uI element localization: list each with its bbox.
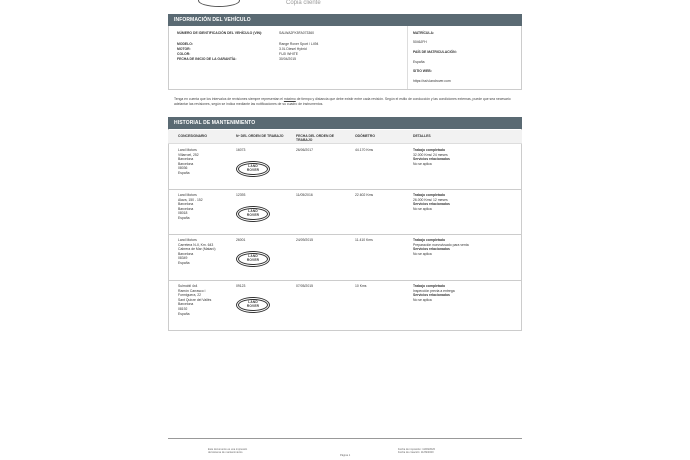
order-date: 11/05/2016 [296, 193, 313, 197]
details [413, 193, 450, 211]
dealer-line: España [178, 215, 190, 220]
work-value: 32.000 Kms/ 24 meses [413, 152, 448, 157]
land-rover-logo [236, 206, 270, 222]
services-label: Servicios relacionados [413, 202, 450, 207]
dealer-line: Formiguera, 22 [178, 293, 201, 298]
dealer-line: España [178, 260, 190, 265]
vehicle-section-title: INFORMACIÓN DEL VEHÍCULO [168, 14, 522, 26]
vehicle-info-box [168, 26, 522, 90]
order-date: 26/06/2017 [296, 148, 313, 152]
footer-page-number: Página 1 [340, 454, 351, 457]
dealer-line: Land Motors [178, 238, 197, 242]
notice-emphasis: máximo [283, 97, 296, 101]
table-row [168, 281, 522, 331]
vin-value: SALWA2FK5FA073360 [279, 31, 315, 35]
services-label: Servicios relacionados [413, 293, 450, 298]
col-dealer: CONCESIONARIO [178, 134, 208, 138]
vehicle-info-divider [407, 26, 408, 89]
services-label: Servicios relacionados [413, 157, 450, 162]
logo-text-top: LAND [248, 300, 258, 305]
work-label: Trabajo completado [413, 193, 446, 197]
order-number: 12393 [236, 193, 246, 197]
work-value: 26.000 Kms/ 12 meses [413, 197, 448, 202]
land-rover-logo [236, 161, 270, 177]
plate-value: 5046JFH [413, 40, 427, 44]
details [413, 148, 450, 166]
logo-text-bottom: ROVER [246, 258, 260, 262]
dealer-line: Land Motors [178, 193, 197, 197]
model-value: Range Rover Sport / L494 [279, 42, 319, 46]
work-label: Trabajo completado [413, 284, 446, 288]
odometer-value: 11.410 Kms [355, 238, 373, 242]
odometer-value: 10 Kms [355, 284, 367, 288]
engine-label: MOTOR: [177, 47, 191, 51]
order-date: 07/05/2015 [296, 284, 313, 288]
land-rover-logo [236, 251, 270, 267]
warranty-label: FECHA DE INICIO DE LA GARANTÍA: [177, 57, 237, 61]
land-rover-logo [236, 297, 270, 313]
logo-text-bottom: ROVER [246, 304, 260, 308]
color-label: COLOR: [177, 52, 191, 56]
table-row [168, 235, 522, 281]
work-value: Inspección previa a entrega [413, 288, 455, 293]
logo-text-bottom: ROVER [246, 213, 260, 217]
dealer-line: España [178, 311, 190, 316]
details [413, 238, 469, 256]
warranty-value: 30/04/2015 [279, 57, 296, 61]
dealer-line: 08036 [178, 166, 188, 171]
site-link[interactable]: https://ssh.landrover.com [413, 79, 451, 83]
dealer-line: Barcelona [178, 157, 194, 162]
table-row [168, 145, 522, 190]
dealer-line: 08349 [178, 256, 188, 261]
footer-right-line: Fecha de impresión: 11/09/2020 [398, 448, 436, 451]
work-value: Preparación nuevo/usado para venta [413, 242, 469, 247]
dealer-line: Barcelona [178, 251, 194, 256]
col-details: DETALLES [413, 134, 431, 138]
footer-left-line: Este documento es una impresión [208, 448, 248, 451]
logo-text-top: LAND [248, 209, 258, 214]
dealer-line: Barcelona [178, 202, 194, 207]
notice-text-after: de tiempo y distancia que debe existir entre cada revisión. Según el estilo de conducción y las condiciones externas, puede que sea necesario adelantar las revisiones, según se indica mediante las notificaciones de su cuadro de instrumentos. [174, 97, 511, 106]
services-value: No se aplica [413, 251, 432, 256]
engine-value: 3.0L Diesel Hybrid [279, 47, 307, 51]
footer-left [208, 448, 247, 454]
col-order-number: Nº DEL ORDEN DE TRABAJO [236, 134, 284, 138]
dealer-line: Ramón Carrasco i [178, 288, 206, 293]
col-odometer: ODÓMETRO [355, 134, 375, 138]
dealer-line: Villarroel, 252 [178, 152, 199, 157]
services-value: No se aplica [413, 206, 432, 211]
land-rover-logo [198, 0, 240, 7]
document-header [168, 0, 522, 9]
dealer-line: Alava, 150 - 152 [178, 197, 203, 202]
dealer-address [178, 284, 211, 316]
site-label: SITIO WEB: [413, 69, 432, 73]
logo-text-top: LAND [248, 164, 258, 169]
order-date: 24/09/2015 [296, 238, 313, 242]
work-label: Trabajo completado [413, 238, 446, 242]
dealer-line: Barcelona [178, 302, 194, 307]
history-section-title: HISTORIAL DE MANTENIMIENTO [168, 117, 522, 129]
notice-text-before: Tenga en cuenta que los intervalos de revisiones siempre representan el [174, 97, 284, 101]
services-value: No se aplica [413, 161, 432, 166]
dealer-line: Cabrera de Mar (Mataró) [178, 247, 216, 252]
dealer-line: Barcelona [178, 161, 194, 166]
dealer-line: España [178, 170, 190, 175]
col-order-date: FECHA DEL ORDEN DE TRABAJO [296, 134, 335, 142]
dealer-line: 08018 [178, 211, 188, 216]
dealer-line: Sant Quirze del Vallés [178, 297, 212, 302]
dealer-line: Land Motors [178, 148, 197, 152]
dealer-line: Carretera N-II, Km. 643 [178, 242, 214, 247]
services-label: Servicios relacionados [413, 247, 450, 252]
order-number: 26001 [236, 238, 246, 242]
details [413, 284, 455, 302]
work-label: Trabajo completado [413, 148, 446, 152]
logo-text-top: LAND [248, 254, 258, 259]
table-row [168, 190, 522, 235]
footer-left-line: del sistema de mantenimiento [208, 451, 243, 455]
service-interval-notice [174, 97, 516, 107]
country-value: España [413, 60, 425, 64]
odometer-value: 22.602 Kms [355, 193, 374, 197]
history-table-header [168, 130, 522, 144]
vin-label: NÚMERO DE IDENTIFICACIÓN DEL VEHÍCULO (VIN): [177, 31, 263, 35]
order-number: 09123 [236, 284, 246, 288]
order-number: 16073 [236, 148, 246, 152]
services-value: No se aplica [413, 297, 432, 302]
footer-right-line: Fecha de creación: 11/09/2020 [398, 451, 434, 455]
odometer-value: 44.170 Kms [355, 148, 374, 152]
dealer-line: Sulmobil 4x4 [178, 284, 198, 288]
dealer-address [178, 148, 199, 176]
plate-label: MATRÍCULA: [413, 31, 435, 35]
copy-label: Copia cliente [286, 0, 321, 6]
model-label: MODELO: [177, 42, 194, 46]
dealer-address [178, 193, 203, 221]
dealer-line: Barcelona [178, 206, 194, 211]
country-label: PAÍS DE MATRICULACIÓN: [413, 50, 457, 54]
logo-text-bottom: ROVER [246, 168, 260, 172]
dealer-line: 08192 [178, 306, 188, 311]
dealer-address [178, 238, 216, 266]
footer-divider [168, 438, 522, 439]
footer-right [398, 448, 435, 454]
document-page [168, 0, 522, 460]
color-value: FUJI WHITE [279, 52, 299, 56]
